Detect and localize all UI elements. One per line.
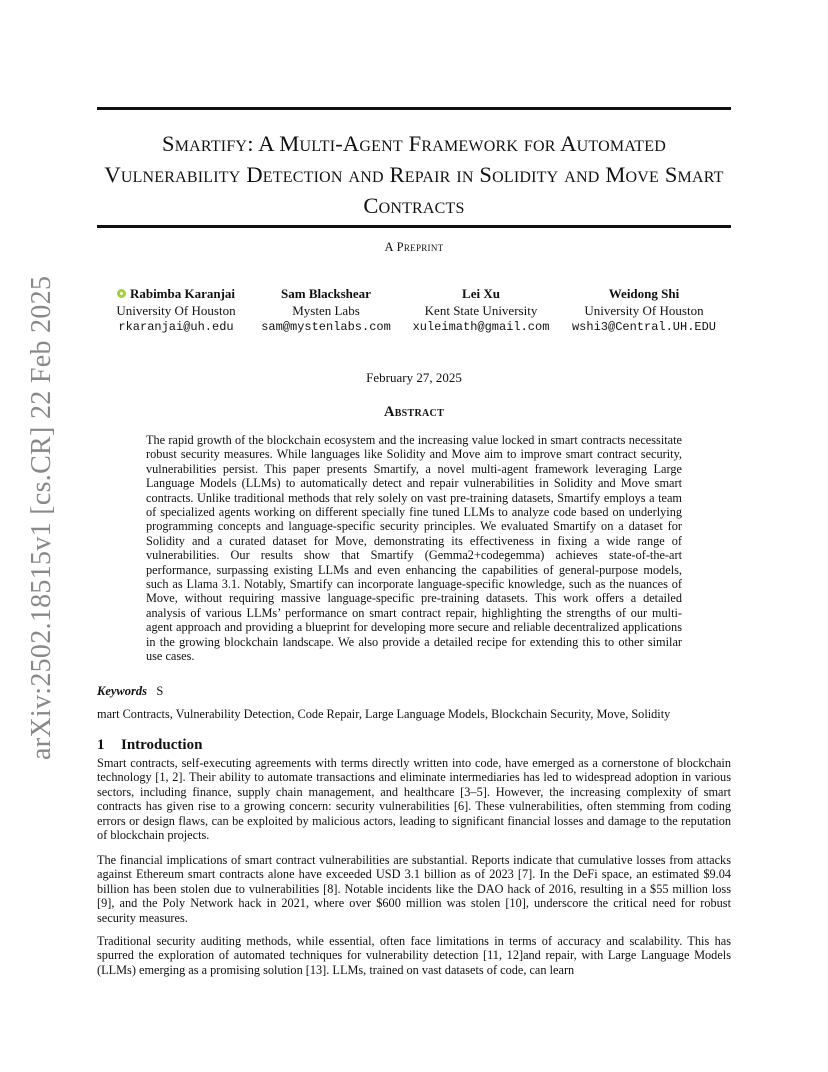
author-affiliation: University Of Houston: [584, 303, 704, 318]
title-bottom-rule: [97, 225, 731, 228]
section-heading: [97, 737, 202, 754]
author-4: [554, 285, 734, 336]
abstract-text: The rapid growth of the blockchain ecosystem and the increasing value locked in smart contracts necessitate robust security measures. While languages like Solidity and Move aim to improve smart contract security, vulnerabilities persist. This paper presents Smartify, a novel multi-agent framework leveraging Large Language Models (LLMs) to automatically detect and repair vulnerabilities in Solidity and Move smart contracts. Unlike traditional methods that rely solely on vast pre-training datasets, Smartify employs a team of specialized agents working on different specially fine tuned LLMs to analyze code based on underlying programming concepts and language-specific security principles. We evaluated Smartify on a dataset for Solidity and a curated dataset for Move, demonstrating its effectiveness in fixing a wide range of vulnerabilities. Our results show that Smartify (Gemma2+codegemma) achieves state-of-the-art performance, surpassing existing LLMs and even enhancing the capabilities of general-purpose models, such as Llama 3.1. Notably, Smartify can incorporate language-specific knowledge, such as the nuances of Move, without requiring massive language-specific pre-training datasets. This work offers a detailed analysis of various LLMs’ performance on smart contract repair, highlighting the strengths of our multi-agent approach and providing a blueprint for developing more secure and reliable decentralized applications in the growing blockchain landscape. We also provide a detailed recipe for extending this to other similar use cases.: [146, 433, 682, 664]
author-email[interactable]: sam@mystenlabs.com: [261, 320, 391, 334]
author-affiliation: Kent State University: [424, 303, 538, 318]
author-email[interactable]: rkaranjai@uh.edu: [118, 320, 234, 334]
orcid-icon[interactable]: [117, 289, 126, 298]
abstract-heading: Abstract: [383, 404, 445, 420]
author-affiliation: University Of Houston: [116, 303, 236, 318]
author-name: Sam Blackshear: [281, 286, 371, 301]
keywords-line: [97, 684, 163, 699]
publication-date: February 27, 2025: [366, 370, 462, 385]
author-name: Weidong Shi: [608, 286, 680, 301]
author-3: [391, 285, 571, 336]
keywords-first-letter: S: [156, 684, 164, 698]
title-top-rule: [97, 107, 731, 110]
author-email[interactable]: wshi3@Central.UH.EDU: [571, 320, 717, 334]
author-email[interactable]: xuleimath@gmail.com: [412, 320, 550, 334]
author-2: [236, 285, 416, 336]
body-paragraph: Traditional security auditing methods, while essential, often face limitations in terms of accuracy and scalability. This has spurred the exploration of automated techniques for vulnerability detection [11, 12]and repair, with Large Language Models (LLMs) emerging as a promising solution [13]. LLMs, trained on vast datasets of code, can learn: [97, 934, 731, 977]
section-number: 1: [97, 737, 105, 753]
section-title: Introduction: [121, 737, 203, 753]
author-name: Lei Xu: [462, 286, 500, 301]
keywords-list: mart Contracts, Vulnerability Detection, Code Repair, Large Language Models, Blockchain Security, Move, Solidity: [97, 707, 671, 721]
paper-title: Smartify: A Multi-Agent Framework for Automated Vulnerability Detection and Repair in Solidity and Move Smart Contracts: [104, 131, 724, 218]
keywords-label: Keywords: [97, 684, 147, 698]
arxiv-sidebar-stamp: arXiv:2502.18515v1 [cs.CR] 22 Feb 2025: [26, 275, 57, 760]
preprint-label: A Preprint: [384, 240, 444, 254]
author-affiliation: Mysten Labs: [292, 303, 360, 318]
author-name: Rabimba Karanjai: [129, 286, 236, 301]
body-paragraph: Smart contracts, self-executing agreements with terms directly written into code, have emerged as a cornerstone of blockchain technology [1, 2]. Their ability to automate transactions and eliminate intermediaries has led to widespread adoption in various sectors, including finance, supply chain management, and healthcare [3–5]. However, the increasing complexity of smart contracts has given rise to a growing concern: security vulnerabilities [6]. These vulnerabilities, often stemming from coding errors or design flaws, can be exploited by malicious actors, leading to significant financial losses and damage to the reputation of blockchain projects.: [97, 756, 731, 843]
body-paragraph: The financial implications of smart contract vulnerabilities are substantial. Reports indicate that cumulative losses from attacks against Ethereum smart contracts alone have exceeded USD 3.1 billion as of 2023 [7]. In the DeFi space, an estimated $9.04 billion has been stolen due to vulnerabilities [8]. Notable incidents like the DAO hack of 2016, resulting in a $55 million loss [9], and the Poly Network hack in 2021, where over $600 million was stolen [10], underscore the critical need for robust security measures.: [97, 853, 731, 925]
